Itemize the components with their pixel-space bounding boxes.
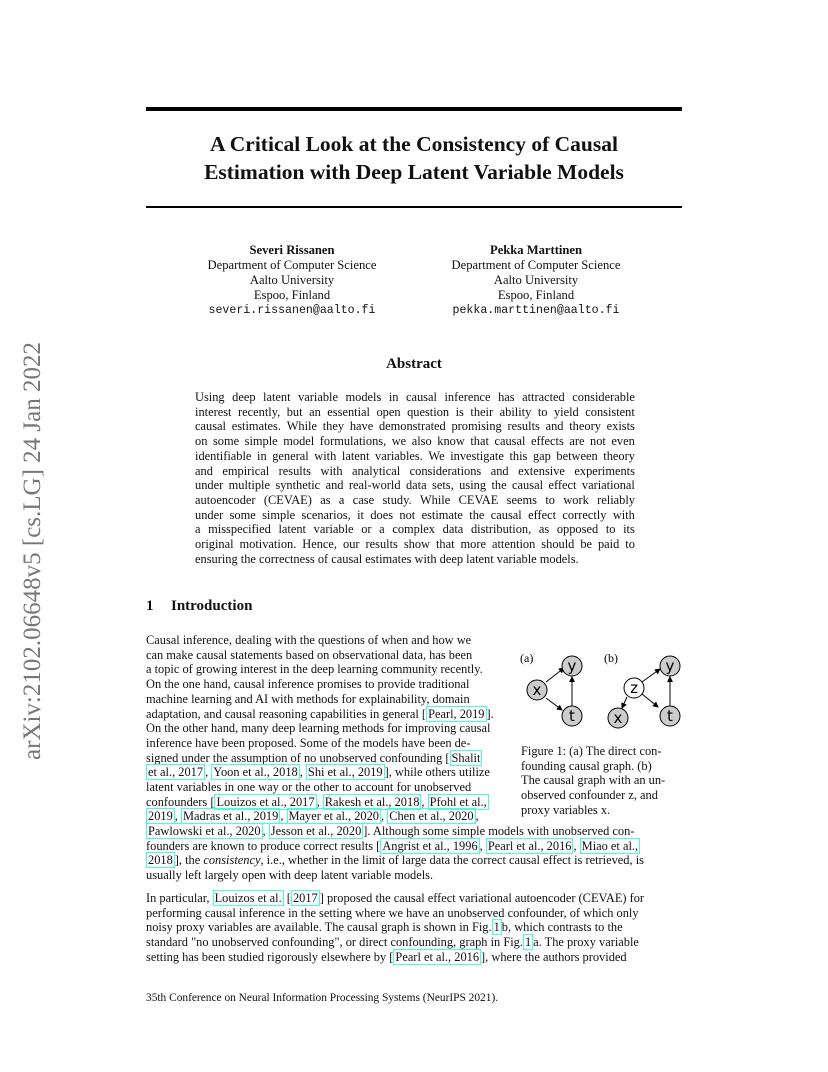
section-title: Introduction — [171, 598, 253, 614]
svg-text:t: t — [667, 707, 673, 725]
citation-link[interactable]: Jesson et al., 2020 — [270, 824, 362, 838]
intro-line: Causal inference, dealing with the questions of when and how we — [146, 633, 472, 647]
citation-link[interactable]: Louizos et al. — [214, 891, 282, 905]
caption-line: founding causal graph. (b) — [521, 758, 652, 773]
citation-link[interactable]: 2019 — [148, 809, 173, 824]
intro-line: usually left largely open with deep latent variable models. — [146, 868, 434, 883]
arxiv-sidebar: arXiv:2102.06648v5 [cs.LG] 24 Jan 2022 — [19, 342, 46, 760]
citation-link[interactable]: et al., 2017 — [148, 765, 204, 780]
citation-link[interactable]: Pearl, 2019 — [428, 706, 485, 721]
abstract-line: Using deep latent variable models in causal inference has attracted considerable — [195, 390, 635, 404]
edge-x-y — [546, 668, 564, 682]
title-line-2: Estimation with Deep Latent Variable Models — [204, 160, 624, 184]
intro-line: Pawlowski et al., 2020 , Jesson et al., 2020 ]. Although some simple models with unobserved con- — [148, 824, 635, 838]
intro-line: confounders [ Louizos et al., 2017 , Rakesh et al., 2018 , Pfohl et al., — [146, 794, 487, 809]
caption-line: The causal graph with an un- — [521, 773, 666, 788]
edge-z-y — [642, 669, 660, 682]
intro-line: et al., 2017 , Yoon et al., 2018 , Shi et al., 2019 ], while others utilize — [148, 765, 490, 780]
author-block — [162, 243, 422, 318]
abstract-line: identifiable in general with latent variables. We investigate this gap between theory — [195, 448, 635, 463]
intro-line: a topic of growing interest in the deep learning community recently. — [146, 662, 483, 677]
citation-link[interactable]: Mayer et al., 2020 — [288, 809, 380, 824]
conference-footer: 35th Conference on Neural Information Processing Systems (NeurIPS 2021). — [146, 992, 499, 1004]
abstract-line: ensuring the correctness of causal estimates with deep latent variable models. — [195, 551, 579, 566]
intro-line: adaptation, and causal reasoning capabilities in general [ Pearl, 2019 ]. — [146, 706, 494, 721]
intro-line: founders are known to produce correct results [ Angrist et al., 1996 , Pearl et al., 2016 , Miao et al., — [146, 838, 639, 853]
intro-line: machine learning and AI with methods for explainability, domain — [146, 691, 470, 706]
citation-link[interactable]: Yoon et al., 2018 — [213, 765, 298, 780]
intro-line: On the one hand, causal inference promises to provide traditional — [146, 677, 470, 692]
intro-line: signed under the assumption of no unobserved confounding [ Shalit — [146, 750, 481, 765]
figure-ref-link[interactable]: 1 — [493, 920, 500, 935]
title-line-1: A Critical Look at the Consistency of Causal — [210, 132, 618, 156]
caption-line: proxy variables x. — [521, 802, 611, 817]
edge-z-x — [622, 697, 627, 708]
citation-link[interactable]: Pearl et al., 2016 — [395, 949, 480, 964]
body-line: In particular, Louizos et al. [ 2017 ] proposed the causal effect variational autoencoder (CEVAE) for — [146, 891, 645, 905]
author-department: Department of Computer Science — [207, 258, 377, 272]
figure-ref-link[interactable]: 1 — [524, 935, 532, 950]
section-number: 1 — [146, 598, 154, 614]
citation-link[interactable]: Angrist et al., 1996 — [382, 838, 478, 853]
body-line: noisy proxy variables are available. The causal graph is shown in Fig. 1 b, which contrasts to the — [146, 920, 623, 935]
abstract-body — [195, 390, 635, 566]
citation-link[interactable]: Pawlowski et al., 2020 — [148, 824, 261, 838]
svg-text:x: x — [613, 709, 623, 727]
author-city: Espoo, Finland — [253, 288, 331, 302]
intro-line: On the other hand, many deep learning methods for improving causal — [146, 721, 491, 736]
author-department: Department of Computer Science — [451, 258, 621, 272]
citation-link[interactable]: Miao et al., — [581, 838, 639, 853]
figure-label-b: (b) — [604, 651, 618, 665]
body-line: performing causal inference in the setting where we have an unobserved confounder, of which only — [146, 905, 639, 920]
citation-link[interactable]: Pfohl et al., — [429, 794, 487, 809]
edge-z-t — [642, 694, 658, 707]
author-city: Espoo, Finland — [497, 288, 575, 302]
intro-line: 2019 , Madras et al., 2019 , Mayer et al., 2020 , Chen et al., 2020 , — [148, 809, 479, 824]
abstract-line: a misspecified latent variable or a complex data distribution, as opposed to its — [195, 522, 635, 537]
intro-line: latent variables in one way or the other to account for unobserved — [146, 780, 472, 795]
author-block — [406, 243, 666, 318]
paragraph-cevae — [146, 891, 682, 965]
citation-link[interactable]: 2017 — [292, 891, 318, 905]
body-line: standard "no unobserved confounding", or direct confounding, graph in Fig. 1 a. The proxy variable — [146, 935, 639, 950]
author-university: Aalto University — [493, 273, 579, 287]
svg-text:z: z — [630, 679, 638, 697]
svg-text:x: x — [532, 681, 542, 699]
intro-line: can make causal statements based on observational data, has been — [146, 647, 473, 662]
abstract-line: on some simple model formulations, we also know that causal effects are not even — [195, 434, 635, 449]
caption-line: Figure 1: (a) The direct con- — [521, 744, 662, 758]
section-heading — [146, 598, 252, 615]
author-name: Severi Rissanen — [249, 243, 335, 257]
intro-paragraph-continued — [146, 824, 682, 883]
title-top-rule — [146, 107, 682, 111]
intro-line: inference have been proposed. Some of the models have been de- — [146, 735, 471, 750]
abstract-line: under some simple scenarios, it does not estimate the causal effect correctly with — [195, 507, 635, 522]
edge-x-t — [546, 698, 562, 710]
abstract-line: interest recently, but an essential open question is their ability to yield consistent — [195, 404, 635, 419]
causal-graph-figure — [518, 648, 686, 734]
caption-line: observed confounder z, and — [521, 788, 658, 803]
author-email[interactable]: pekka.marttinen@aalto.fi — [452, 304, 620, 317]
abstract-heading: Abstract — [386, 356, 442, 372]
body-line: setting has been studied rigorously elsewhere by [ Pearl et al., 2016 ], where the authors provided — [146, 949, 627, 964]
title-bottom-rule — [146, 206, 682, 208]
citation-link[interactable]: Pearl et al., 2016 — [487, 838, 572, 853]
svg-text:t: t — [569, 707, 575, 725]
citation-link[interactable]: Madras et al., 2019 — [182, 809, 279, 824]
svg-text:y: y — [665, 657, 675, 675]
author-name: Pekka Marttinen — [490, 243, 582, 257]
citation-link[interactable]: Rakesh et al., 2018 — [324, 794, 420, 809]
svg-text:y: y — [567, 657, 577, 675]
intro-paragraph — [146, 633, 512, 824]
abstract-line: causal estimates. While they have demonstrated promising results and theory exists — [195, 419, 635, 434]
author-university: Aalto University — [249, 273, 335, 287]
figure-label-a: (a) — [520, 651, 534, 665]
author-email[interactable]: severi.rissanen@aalto.fi — [208, 304, 376, 317]
intro-line: 2018 ], the consistency, i.e., whether in the limit of large data the correct causal effect is retrieved, is — [148, 853, 644, 868]
citation-link[interactable]: Louizos et al., 2017 — [216, 794, 315, 809]
abstract-line: and empirical results with analytical considerations and extensive experiments — [195, 463, 635, 478]
paper-title — [146, 130, 682, 186]
citation-link[interactable]: Chen et al., 2020 — [389, 809, 474, 824]
abstract-line: under multiple synthetic and real-world data sets, using the causal effect variational — [195, 478, 635, 493]
citation-link[interactable]: Shalit — [451, 750, 481, 765]
abstract-line: original motivation. Hence, our results show that more attention should be paid to — [195, 537, 635, 552]
citation-link[interactable]: Shi et al., 2019 — [307, 765, 383, 780]
abstract-line: autoencoder (CEVAE) as a case study. While CEVAE seems to work reliably — [195, 492, 635, 507]
citation-link[interactable]: 2018 — [148, 853, 173, 868]
figure-caption — [521, 744, 683, 818]
